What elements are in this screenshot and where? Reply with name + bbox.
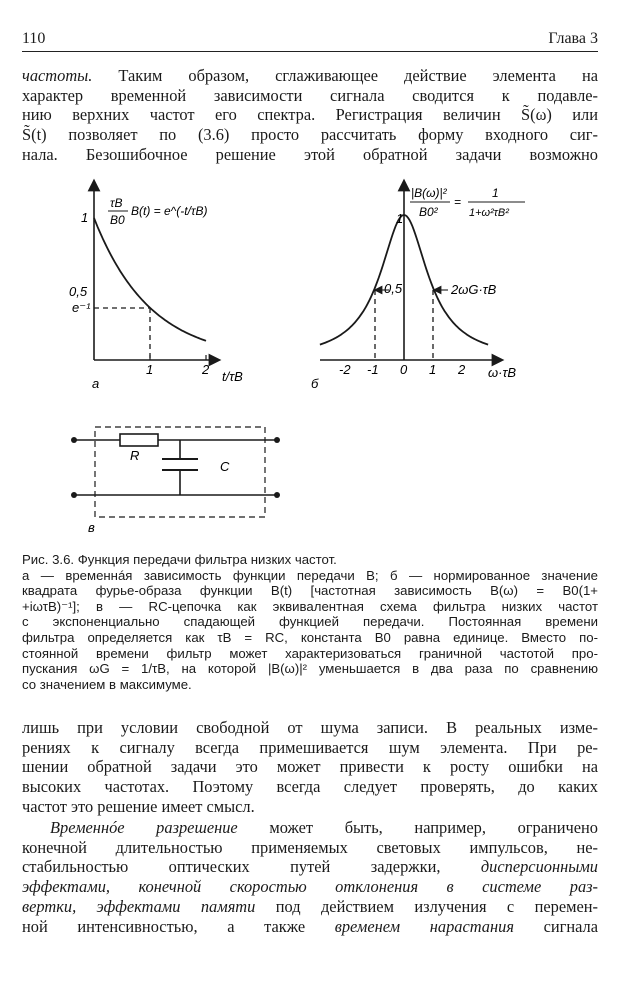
caption-line: фильтра определяется как τB = RC, константа B0 равна единице. Вместо по-: [22, 629, 598, 645]
bottom-paragraph-2: [22, 818, 598, 936]
panel-c-terminal-out-bottom: [274, 492, 280, 498]
caption-line: со значением в максимуме.: [22, 676, 192, 692]
text-line: Временнóе разрешение может быть, например, ограничено: [50, 818, 598, 837]
caption-line: а — временнáя зависимость функции передачи B; б — нормированное значение: [22, 567, 598, 583]
top-paragraph: [22, 66, 598, 165]
header-rule: [22, 51, 598, 52]
panel-b-formula-rhs-num: 1: [492, 186, 499, 200]
panel-a-label-e: e⁻¹: [72, 300, 91, 315]
panel-c-rc-circuit: [71, 427, 280, 535]
figure-3-6: [0, 175, 632, 545]
text-line: эффектами, конечной скоростью отклонения в системе раз-: [22, 877, 598, 897]
panel-c-terminal-out-top: [274, 437, 280, 443]
text-line: рениях к сигналу всегда примешивается шум элемента. При ре-: [22, 737, 598, 757]
panel-a-letter: а: [92, 376, 100, 391]
panel-a-x-label-1: 1: [146, 362, 154, 377]
panel-b-x-label-2: 2: [458, 362, 466, 377]
figure-drawing: [0, 175, 632, 545]
panel-b-x-axis-label: ω·τB: [488, 365, 516, 380]
text-line: конечной длительностью применяемых световых импульсов, не-: [22, 837, 598, 857]
text-line: нию верхних частот его спектра. Регистрация величин S̃(ω) или: [22, 105, 598, 125]
caption-line: с экспоненциально спадающей функцией передачи. Постоянная времени: [22, 614, 598, 630]
figure-caption: [22, 552, 598, 692]
text-line: нала. Безошибочное решение этой обратной задачи возможно: [22, 144, 598, 164]
panel-c-label-r: R: [130, 448, 140, 463]
panel-b-label-05: 0,5: [384, 281, 403, 296]
running-head-chapter: Глава 3: [548, 30, 598, 47]
panel-b-x-label-1: 1: [429, 362, 437, 377]
panel-a-formula-b0: B0: [110, 213, 125, 227]
panel-c-label-c: C: [220, 459, 230, 474]
panel-b-x-label-m2: -2: [339, 362, 351, 377]
panel-c-resistor: [120, 434, 158, 446]
panel-b-formula-eq: =: [454, 195, 462, 209]
panel-b-graph: [311, 185, 525, 391]
page-number: 110: [22, 30, 46, 47]
text-line: вертки, эффектами памяти под действием излучения с перемен-: [22, 896, 598, 916]
panel-b-formula-rhs-den: 1+ω²τB²: [469, 207, 509, 219]
panel-b-width-label: 2ωG·τB: [451, 282, 497, 297]
text-line: частоты. Таким образом, сглаживающее действие элемента на: [22, 66, 598, 85]
panel-b-formula-den: B0²: [419, 205, 438, 219]
text-line: характер временной зависимости сигнала сводится к подавле-: [22, 85, 598, 105]
page-header: [22, 22, 598, 52]
panel-a-label-05: 0,5: [69, 284, 88, 299]
panel-a-formula-rhs: B(t) = e^(-t/τB): [131, 204, 208, 218]
panel-a-x-label-2: 2: [202, 362, 210, 377]
caption-line: +iωτB)⁻¹]; в — RC-цепочка как эквивалентная схема фильтра низких частот: [22, 598, 598, 614]
panel-a-graph: [69, 185, 243, 391]
panel-a-decay-curve: [94, 218, 206, 341]
caption-line: пускания ωG = 1/τB, на которой |B(ω)|² уменьшается в два раза по сравнению: [22, 661, 598, 677]
caption-line: квадрата фурье-образа функции B(t) [частотная зависимость B(ω) = B0(1+: [22, 583, 598, 599]
panel-b-x-label-m1: -1: [367, 362, 379, 377]
text-line: шении обратной задачи это может привести к росту ошибки на: [22, 757, 598, 777]
text-line: ной интенсивностью, а также временем нарастания сигнала: [22, 916, 598, 936]
panel-c-terminal-in-top: [71, 437, 77, 443]
panel-a-x-axis-label: t/τB: [222, 369, 243, 384]
panel-a-formula-tau: τB: [110, 196, 123, 210]
caption-line: стоянной времени фильтр может характеризоваться граничной частотой про-: [22, 645, 598, 661]
text-line: частот это решение имеет смысл.: [22, 796, 255, 816]
text-line: лишь при условии свободной от шума записи. В реальных изме-: [22, 718, 598, 737]
text-line: высоких частотах. Поэтому всегда следует проверять, до каких: [22, 777, 598, 797]
panel-a-label-1: 1: [81, 210, 89, 225]
caption-title: Рис. 3.6. Функция передачи фильтра низких частот.: [22, 552, 337, 567]
panel-c-terminal-in-bottom: [71, 492, 77, 498]
panel-b-label-1: 1: [396, 211, 404, 226]
panel-b-formula-num: |B(ω)|²: [411, 186, 447, 200]
text-line: S̃(t) позволяет по (3.6) просто рассчитать форму входного сиг-: [22, 125, 598, 145]
text-line: стабильностью оптических путей задержки, дисперсионными: [22, 857, 598, 877]
panel-b-x-label-0: 0: [400, 362, 408, 377]
bottom-paragraph-1: [22, 718, 598, 817]
panel-c-letter: в: [88, 520, 95, 535]
panel-b-letter: б: [311, 376, 319, 391]
